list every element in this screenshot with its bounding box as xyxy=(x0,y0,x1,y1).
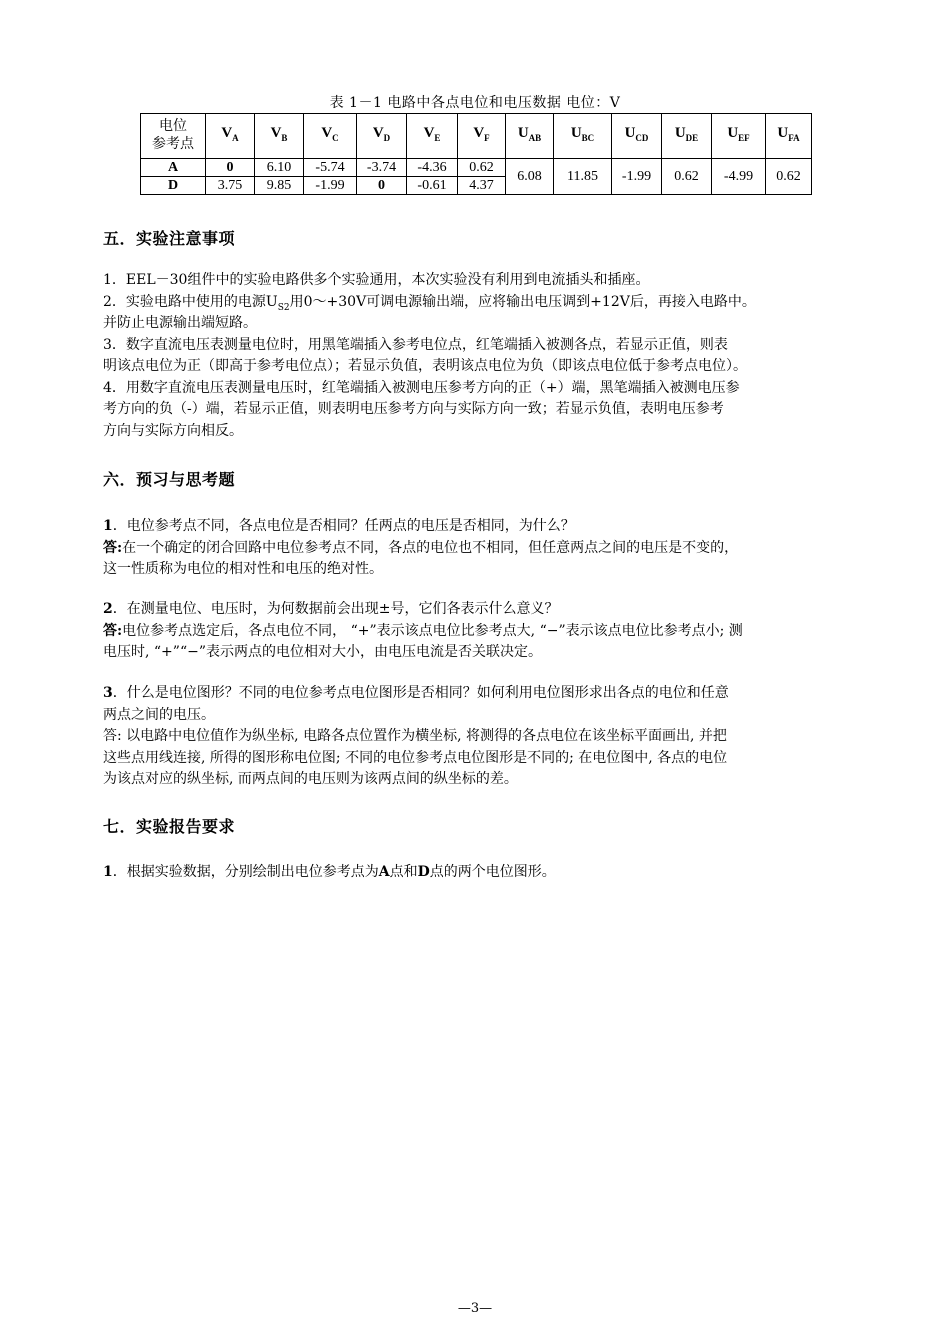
notes-list xyxy=(103,270,851,442)
col-header: $U_{EF}$ xyxy=(712,114,766,159)
col-header: $V_A$ xyxy=(206,114,255,159)
table-cell: 6.10 xyxy=(255,159,304,177)
table-corner-cell xyxy=(141,114,206,159)
table-cell: -4.36 xyxy=(407,159,458,177)
question-1: 1．电位参考点不同，各点电位是否相同？任两点的电压是否相同，为什么？ 答:在一个确定的闭合回路中电位参考点不同，各点的电位也不相同，但任意两点之间的电压是不变的， 这一性质称为电位的相对性和电压的绝对性。 xyxy=(103,518,739,577)
page-number: —3— xyxy=(457,1301,493,1316)
corner-label-potential: 电位 xyxy=(159,119,187,134)
voltage-cell: 0.62 xyxy=(766,159,812,195)
col-header: $V_E$ xyxy=(407,114,458,159)
note-4-cont: 方向与实际方向相反。 xyxy=(103,422,243,439)
col-header: $V_C$ xyxy=(304,114,357,159)
potential-voltage-table xyxy=(140,113,812,195)
voltage-cell: 6.08 xyxy=(506,159,554,195)
col-header: $U_{FA}$ xyxy=(766,114,812,159)
section-title-7: 七．实验报告要求 xyxy=(103,817,236,836)
voltage-cell: 11.85 xyxy=(554,159,612,195)
voltage-cell: -1.99 xyxy=(612,159,662,195)
col-header: $U_{CD}$ xyxy=(612,114,662,159)
col-header: $V_B$ xyxy=(255,114,304,159)
table-cell: -3.74 xyxy=(357,159,407,177)
table-header-row xyxy=(141,114,812,159)
question-2: 2．在测量电位、电压时，为何数据前会出现±号，它们各表示什么意义？ 答:电位参考点选定后，各点电位不同， “+”表示该点电位比参考点大, “−”表示该点电位比参考点小; 测 电压时, “+”“−”表示两点的电位相对大小，由电压电流是否关联决定。 xyxy=(103,601,743,660)
row-label: A xyxy=(141,159,206,177)
note-4-cont: 考方向的负（-）端，若显示正值，则表明电压参考方向与实际方向一致；若显示负值，表明电压参考 xyxy=(103,401,724,417)
col-header: $U_{AB}$ xyxy=(506,114,554,159)
col-header: $U_{BC}$ xyxy=(554,114,612,159)
table-row xyxy=(141,159,812,177)
table-cell: 4.37 xyxy=(458,177,506,195)
table-cell: -0.61 xyxy=(407,177,458,195)
section-title-5: 五．实验注意事项 xyxy=(103,229,236,248)
section-title-6: 六．预习与思考题 xyxy=(103,470,236,489)
row-label: D xyxy=(141,177,206,195)
table-cell: -1.99 xyxy=(304,177,357,195)
voltage-cell: 0.62 xyxy=(662,159,712,195)
table-cell: 0 xyxy=(206,159,255,177)
note-4: 4．用数字直流电压表测量电压时，红笔端插入被测电压参考方向的正（+）端，黑笔端插入被测电压参 xyxy=(103,379,740,396)
corner-label-reference: 参考点 xyxy=(152,137,194,152)
note-3-cont: 明该点电位为正（即高于参考电位点）；若显示负值，表明该点电位为负（即该点电位低于参考点电位）。 xyxy=(103,358,747,374)
col-header: $V_D$ xyxy=(357,114,407,159)
table-cell: 9.85 xyxy=(255,177,304,195)
table-caption: 表 1－1 电路中各点电位和电压数据 电位：V xyxy=(329,95,621,111)
note-2-cont: 并防止电源输出端短路。 xyxy=(103,315,257,331)
table-cell: -5.74 xyxy=(304,159,357,177)
note-2: 2．实验电路中使用的电源$U_{S2}$用0～+30V可调电源输出端，应将输出电压调到+12V后，再接入电路中。 xyxy=(103,293,756,313)
note-3: 3．数字直流电压表测量电位时，用黑笔端插入参考电位点，红笔端插入被测各点，若显示正值，则表 xyxy=(103,336,728,353)
table-cell: 3.75 xyxy=(206,177,255,195)
table-cell: 0.62 xyxy=(458,159,506,177)
table-cell: 0 xyxy=(357,177,407,195)
col-header: $V_F$ xyxy=(458,114,506,159)
col-header: $U_{DE}$ xyxy=(662,114,712,159)
report-requirement-1: 1．根据实验数据，分别绘制出电位参考点为A点和D点的两个电位图形。 xyxy=(103,864,556,880)
note-1: 1．EEL－30组件中的实验电路供多个实验通用，本次实验没有利用到电流插头和插座。 xyxy=(103,272,650,288)
question-3: 3．什么是电位图形？不同的电位参考点电位图形是否相同？如何利用电位图形求出各点的电位和任意 两点之间的电压。 答: 以电路中电位值作为纵坐标, 电路各点位置作为横坐标, 将测得的各点电位在该坐标平面画出, 并把 这些点用线连接, 所得的图形称电位图; 不同的电位参考点电位图形是不同的; 在电位图中, 各点的电位 为该点对应的纵坐标, 而两点间的电压则为该两点间的纵坐标的差。 xyxy=(103,685,729,787)
voltage-cell: -4.99 xyxy=(712,159,766,195)
